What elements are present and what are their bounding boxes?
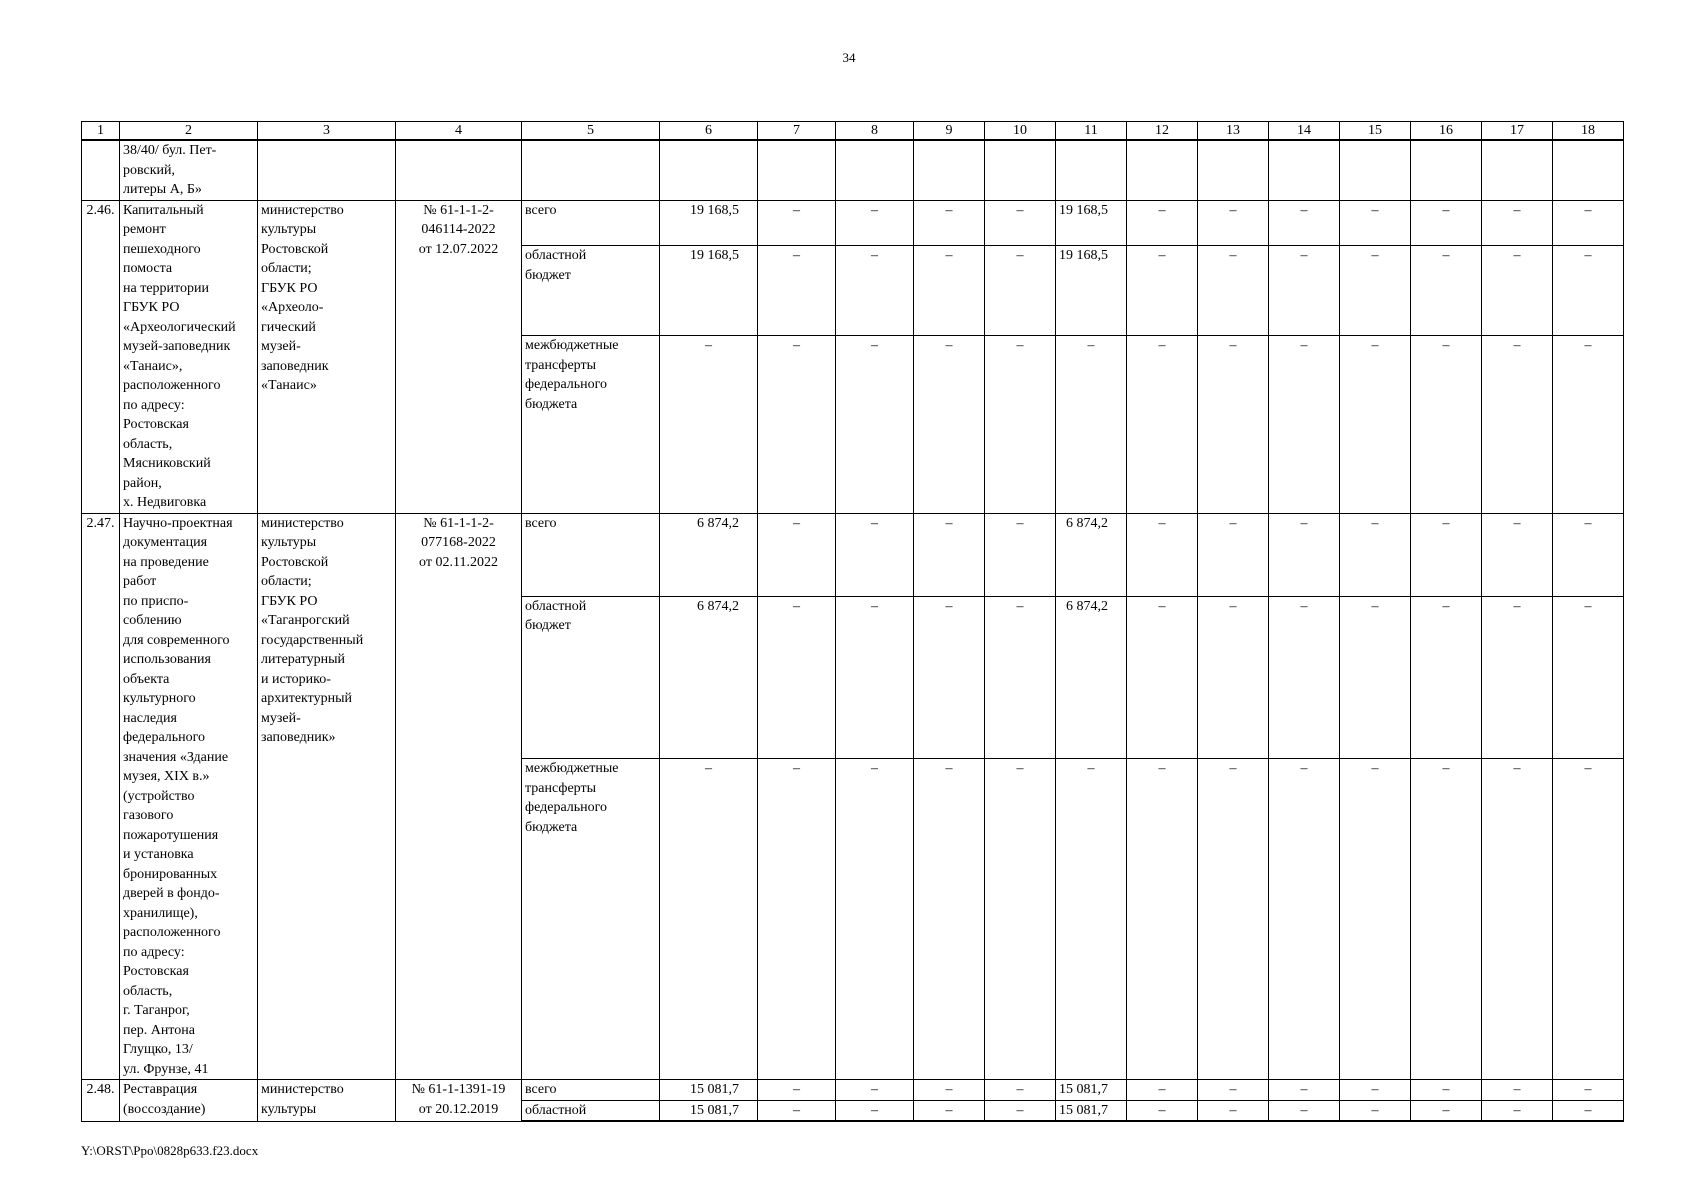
dash-cell: – [1482, 759, 1553, 1080]
funding-source-cell: межбюджетные трансферты федерального бюджета [522, 336, 660, 513]
page-number: 34 [842, 50, 856, 65]
funding-source-cell: всего [522, 1080, 660, 1101]
dash-cell: – [914, 759, 985, 1080]
cell-empty [985, 140, 1056, 200]
dash-cell: – [1553, 200, 1624, 246]
object-name-cell: Научно-проектная документация на проведение работ по приспо- соблению для современного использования объекта культурного наследия федерального значения «Здание музея, XIX в.» (устройство газового пожаротушения и установка бронированных дверей в фондо- хранилище), расположенного по адресу: Ростовская область, г. Таганрог, пер. Антона Глущко, 13/ ул. Фрунзе, 41 [120, 513, 258, 1080]
table-row [82, 1080, 1624, 1101]
cell-empty [396, 140, 522, 200]
funding-source-cell: областной бюджет [522, 596, 660, 758]
dash-cell: – [1482, 1100, 1553, 1121]
column-number-10: 10 [985, 122, 1056, 141]
total-amount-cell: 6 874,2 [660, 513, 758, 596]
dash-cell: – [836, 1080, 914, 1101]
dash-cell: – [758, 596, 836, 758]
cell-empty [1127, 140, 1198, 200]
cell-empty [522, 140, 660, 200]
amount-cell-col-11: – [1056, 759, 1127, 1080]
amount-cell-col-11: 15 081,7 [1056, 1100, 1127, 1121]
executor-cell: министерство культуры Ростовской области; ГБУК РО «Археоло- гический музей- заповедник «Танаис» [258, 200, 396, 513]
document-cell: № 61-1-1-2- 077168-2022 от 02.11.2022 [396, 513, 522, 1080]
dash-cell: – [1269, 1080, 1340, 1101]
funding-source-cell: всего [522, 200, 660, 246]
cell-empty [660, 140, 758, 200]
funding-source-cell: областной бюджет [522, 246, 660, 336]
dash-cell: – [758, 246, 836, 336]
column-number-15: 15 [1340, 122, 1411, 141]
dash-cell: – [1127, 1080, 1198, 1101]
dash-cell: – [1198, 596, 1269, 758]
dash-cell: – [1482, 200, 1553, 246]
total-amount-cell: 19 168,5 [660, 200, 758, 246]
dash-cell: – [1269, 513, 1340, 596]
dash-cell: – [1340, 246, 1411, 336]
funding-source-cell: областной [522, 1100, 660, 1121]
dash-cell: – [914, 596, 985, 758]
dash-cell: – [1553, 246, 1624, 336]
dash-cell: – [1411, 200, 1482, 246]
dash-cell: – [985, 200, 1056, 246]
dash-cell: – [1269, 200, 1340, 246]
dash-cell: – [914, 1100, 985, 1121]
column-number-16: 16 [1411, 122, 1482, 141]
dash-cell: – [1198, 200, 1269, 246]
cell-empty [758, 140, 836, 200]
row-number-cell: 2.47. [82, 513, 120, 1080]
dash-cell: – [1127, 1100, 1198, 1121]
funding-source-cell: всего [522, 513, 660, 596]
total-amount-cell: – [660, 336, 758, 513]
column-number-6: 6 [660, 122, 758, 141]
dash-cell: – [1198, 759, 1269, 1080]
column-number-8: 8 [836, 122, 914, 141]
dash-cell: – [1198, 246, 1269, 336]
dash-cell: – [1340, 759, 1411, 1080]
amount-cell-col-11: 6 874,2 [1056, 513, 1127, 596]
column-number-17: 17 [1482, 122, 1553, 141]
total-amount-cell: 15 081,7 [660, 1100, 758, 1121]
dash-cell: – [1553, 513, 1624, 596]
cell-empty [1056, 140, 1127, 200]
cell-empty [836, 140, 914, 200]
dash-cell: – [836, 513, 914, 596]
column-number-12: 12 [1127, 122, 1198, 141]
dash-cell: – [1127, 513, 1198, 596]
dash-cell: – [1411, 1080, 1482, 1101]
column-number-1: 1 [82, 122, 120, 141]
dash-cell: – [1411, 596, 1482, 758]
total-amount-cell: 19 168,5 [660, 246, 758, 336]
dash-cell: – [914, 246, 985, 336]
dash-cell: – [1553, 1100, 1624, 1121]
column-number-14: 14 [1269, 122, 1340, 141]
dash-cell: – [1482, 513, 1553, 596]
dash-cell: – [758, 200, 836, 246]
dash-cell: – [1269, 246, 1340, 336]
column-number-5: 5 [522, 122, 660, 141]
dash-cell: – [1127, 246, 1198, 336]
cell-empty [1553, 140, 1624, 200]
column-number-3: 3 [258, 122, 396, 141]
table-row [82, 200, 1624, 246]
row-number-cell: 2.48. [82, 1080, 120, 1122]
dash-cell: – [1482, 1080, 1553, 1101]
cell-empty [1198, 140, 1269, 200]
dash-cell: – [1482, 336, 1553, 513]
dash-cell: – [1269, 336, 1340, 513]
executor-cell: министерство культуры Ростовской области; ГБУК РО «Таганрогский государственный литературный и историко- архитектурный музей- заповедник» [258, 513, 396, 1080]
dash-cell: – [1269, 1100, 1340, 1121]
dash-cell: – [1340, 596, 1411, 758]
document-cell: № 61-1-1-2- 046114-2022 от 12.07.2022 [396, 200, 522, 513]
dash-cell: – [836, 246, 914, 336]
table-row [82, 140, 1624, 200]
amount-cell-col-11: 15 081,7 [1056, 1080, 1127, 1101]
dash-cell: – [1340, 1080, 1411, 1101]
table-row [82, 513, 1624, 596]
dash-cell: – [1198, 1100, 1269, 1121]
column-number-7: 7 [758, 122, 836, 141]
dash-cell: – [985, 1100, 1056, 1121]
dash-cell: – [985, 336, 1056, 513]
dash-cell: – [1269, 759, 1340, 1080]
dash-cell: – [914, 336, 985, 513]
dash-cell: – [914, 200, 985, 246]
dash-cell: – [1198, 336, 1269, 513]
dash-cell: – [1340, 336, 1411, 513]
cell-empty [82, 140, 120, 200]
dash-cell: – [1553, 336, 1624, 513]
dash-cell: – [1482, 246, 1553, 336]
dash-cell: – [1198, 1080, 1269, 1101]
cell-empty [1411, 140, 1482, 200]
funding-source-cell: межбюджетные трансферты федерального бюджета [522, 759, 660, 1080]
dash-cell: – [1198, 513, 1269, 596]
dash-cell: – [985, 596, 1056, 758]
object-name-cell: Капитальный ремонт пешеходного помоста на территории ГБУК РО «Археологический музей-заповедник «Танаис», расположенного по адресу: Ростовская область, Мясниковский район, х. Недвиговка [120, 200, 258, 513]
cell-empty [1340, 140, 1411, 200]
dash-cell: – [1340, 513, 1411, 596]
total-amount-cell: 6 874,2 [660, 596, 758, 758]
dash-cell: – [836, 336, 914, 513]
dash-cell: – [1411, 513, 1482, 596]
dash-cell: – [1553, 596, 1624, 758]
column-number-13: 13 [1198, 122, 1269, 141]
dash-cell: – [1411, 246, 1482, 336]
cell-empty [914, 140, 985, 200]
dash-cell: – [1127, 200, 1198, 246]
dash-cell: – [1482, 596, 1553, 758]
dash-cell: – [836, 1100, 914, 1121]
column-number-row [82, 122, 1624, 141]
cell-empty [1482, 140, 1553, 200]
dash-cell: – [1411, 759, 1482, 1080]
executor-cell: министерство культуры [258, 1080, 396, 1122]
total-amount-cell: 15 081,7 [660, 1080, 758, 1101]
dash-cell: – [1127, 336, 1198, 513]
dash-cell: – [836, 596, 914, 758]
budget-table [81, 121, 1624, 1122]
dash-cell: – [985, 759, 1056, 1080]
dash-cell: – [1411, 336, 1482, 513]
document-cell: № 61-1-1391-19 от 20.12.2019 [396, 1080, 522, 1122]
cell-empty [258, 140, 396, 200]
dash-cell: – [836, 200, 914, 246]
column-number-18: 18 [1553, 122, 1624, 141]
dash-cell: – [985, 513, 1056, 596]
dash-cell: – [758, 1100, 836, 1121]
dash-cell: – [1127, 759, 1198, 1080]
column-number-2: 2 [120, 122, 258, 141]
dash-cell: – [914, 513, 985, 596]
column-number-4: 4 [396, 122, 522, 141]
object-name-cell: Реставрация (воссоздание) [120, 1080, 258, 1122]
total-amount-cell: – [660, 759, 758, 1080]
dash-cell: – [1340, 1100, 1411, 1121]
footer-file-path: Y:\ORST\Ppo\0828p633.f23.docx [81, 1143, 259, 1158]
dash-cell: – [985, 1080, 1056, 1101]
dash-cell: – [836, 759, 914, 1080]
cell-empty [1269, 140, 1340, 200]
amount-cell-col-11: – [1056, 336, 1127, 513]
dash-cell: – [1269, 596, 1340, 758]
dash-cell: – [914, 1080, 985, 1101]
dash-cell: – [758, 513, 836, 596]
dash-cell: – [1127, 596, 1198, 758]
dash-cell: – [758, 336, 836, 513]
row-number-cell: 2.46. [82, 200, 120, 513]
amount-cell-col-11: 19 168,5 [1056, 200, 1127, 246]
object-name-cell: 38/40/ бул. Пет- ровский, литеры А, Б» [120, 140, 258, 200]
amount-cell-col-11: 6 874,2 [1056, 596, 1127, 758]
dash-cell: – [758, 759, 836, 1080]
dash-cell: – [1411, 1100, 1482, 1121]
dash-cell: – [758, 1080, 836, 1101]
dash-cell: – [1340, 200, 1411, 246]
dash-cell: – [985, 246, 1056, 336]
column-number-11: 11 [1056, 122, 1127, 141]
amount-cell-col-11: 19 168,5 [1056, 246, 1127, 336]
column-number-9: 9 [914, 122, 985, 141]
dash-cell: – [1553, 1080, 1624, 1101]
dash-cell: – [1553, 759, 1624, 1080]
